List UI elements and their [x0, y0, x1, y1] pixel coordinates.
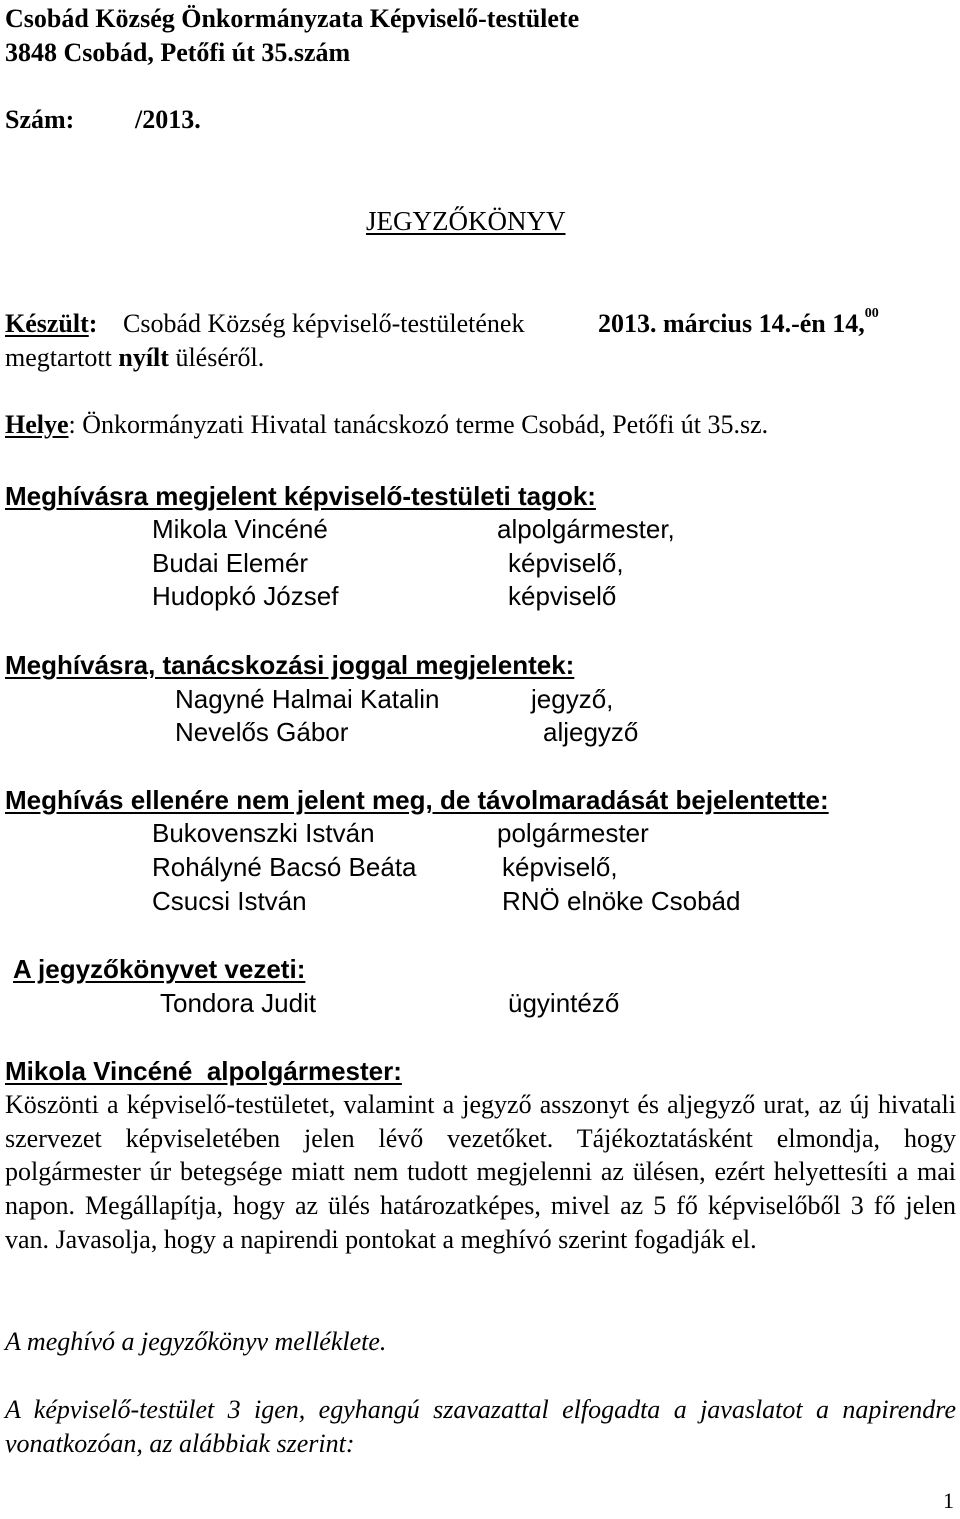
present-role-3: képviselő: [508, 581, 617, 611]
present-name-1: Mikola Vincéné: [152, 514, 328, 544]
meeting-date: [598, 306, 879, 338]
attachment-note: A meghívó a jegyzőkönyv melléklete.: [5, 1327, 387, 1356]
present-name-2: Budai Elemér: [152, 548, 309, 578]
page-number: 1: [943, 1488, 954, 1513]
speech-paragraph: Köszönti a képviselő-testületet, valamint a jegyző asszonyt és aljegyző urat, az új hivatali szervezet képviseletében jelen lévő vezetőket. Tájékoztatásként elmondja, hogy polgármester úr betegsége miatt nem tudott megjelenni az ülésen, ezért helyettesíti a mai napon. Megállapítja, hogy az ülés határozatképes, mivel az 5 fő képviselőből 3 fő jelen van. Javasolja, hogy a napirendi pontokat a meghívó szerint fogadják el.: [5, 1090, 956, 1254]
meeting-time-sup: 00: [864, 306, 879, 321]
advisory-role-1: jegyző,: [531, 684, 614, 714]
absent-name-3: Csucsi István: [152, 886, 307, 916]
location-label: Helye: [5, 410, 69, 439]
location-text: : Önkormányzati Hivatal tanácskozó terme Csobád, Petőfi út 35.sz.: [68, 410, 769, 439]
advisory-attendees-heading: Meghívásra, tanácskozási joggal megjelentek:: [5, 650, 575, 680]
location-line: [5, 412, 768, 438]
prepared-line-2-a: megtartott: [5, 343, 112, 372]
org-name: Csobád Község Önkormányzata Képviselő-testülete: [5, 4, 580, 33]
absent-role-2: képviselő,: [502, 852, 618, 882]
present-name-3: Hudopkó József: [152, 581, 339, 611]
org-address: 3848 Csobád, Petőfi út 35.szám: [5, 38, 351, 67]
meeting-date-text: 2013. március 14.-én 14,: [598, 309, 865, 338]
prepared-line: [5, 311, 97, 337]
document-number-label: Szám:: [5, 105, 75, 134]
advisory-name-2: Nevelős Gábor: [175, 717, 349, 747]
absent-role-1: polgármester: [497, 818, 649, 848]
absent-name-2: Rohályné Bacsó Beáta: [152, 852, 417, 882]
document-title: JEGYZŐKÖNYV: [366, 206, 566, 236]
recorder-name: Tondora Judit: [160, 988, 317, 1018]
advisory-name-1: Nagyné Halmai Katalin: [175, 684, 440, 714]
prepared-text: Csobád Község képviselő-testületének: [123, 309, 525, 338]
recorder-role: ügyintéző: [508, 988, 620, 1018]
prepared-label: Készült: [5, 309, 89, 338]
vote-note: A képviselő-testület 3 igen, egyhangú szavazattal elfogadta a javaslatot a napirendre vonatkozóan, az alábbiak szerint:: [5, 1395, 956, 1458]
absent-members-heading: Meghívás ellenére nem jelent meg, de távolmaradását bejelentette:: [5, 785, 829, 815]
recorder-heading: A jegyzőkönyvet vezeti:: [13, 954, 306, 984]
present-role-2: képviselő,: [508, 548, 624, 578]
present-role-1: alpolgármester,: [497, 514, 675, 544]
advisory-role-2: aljegyző: [543, 717, 639, 747]
absent-role-3: RNÖ elnöke Csobád: [502, 886, 741, 916]
present-members-heading: Meghívásra megjelent képviselő-testületi tagok:: [5, 481, 596, 511]
prepared-line-2-c: üléséről.: [175, 343, 265, 372]
open-session-word: nyílt: [118, 343, 169, 372]
prepared-line-2: [5, 345, 264, 371]
absent-name-1: Bukovenszki István: [152, 818, 375, 848]
prepared-colon: :: [88, 309, 98, 338]
speaker-heading: Mikola Vincéné alpolgármester:: [5, 1056, 402, 1086]
document-number-value: /2013.: [135, 105, 201, 134]
